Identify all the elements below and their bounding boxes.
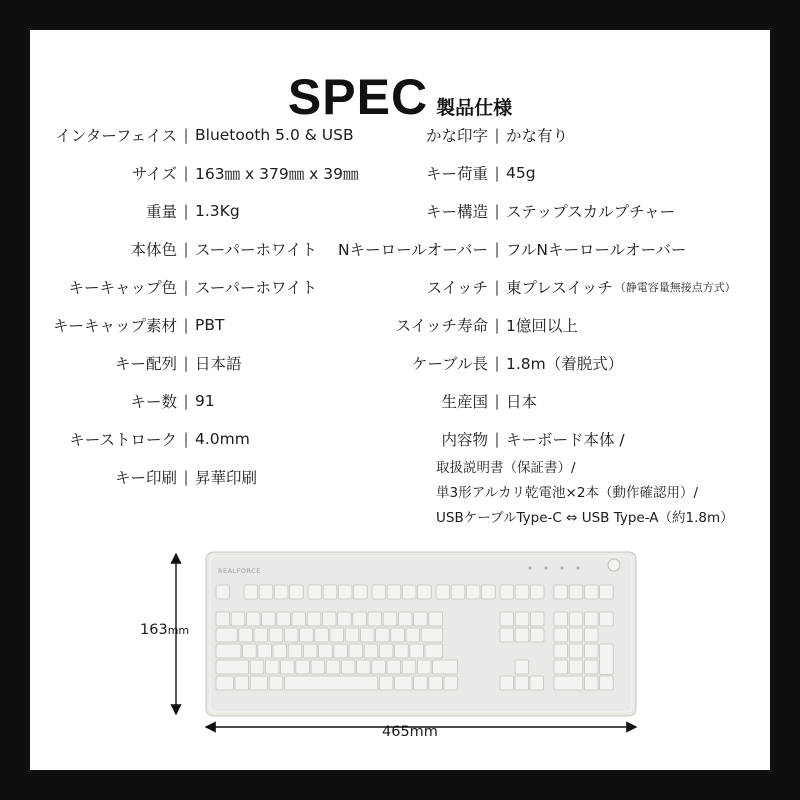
separator: | bbox=[183, 468, 189, 486]
separator: | bbox=[183, 240, 189, 258]
keycap bbox=[290, 585, 304, 599]
keycap bbox=[515, 660, 529, 674]
spec-row-kana bbox=[330, 123, 568, 147]
spec-row-contents bbox=[330, 427, 625, 451]
keycap bbox=[338, 585, 352, 599]
spec-value: 1億回以上 bbox=[506, 317, 578, 335]
spec-row-country bbox=[330, 389, 537, 413]
spec-value: 4.0mm bbox=[195, 430, 250, 448]
keycap bbox=[387, 585, 401, 599]
keycap bbox=[530, 612, 544, 626]
keycap bbox=[300, 628, 314, 642]
spec-label: スイッチ bbox=[426, 279, 488, 297]
separator: | bbox=[183, 278, 189, 296]
keycap bbox=[584, 612, 598, 626]
keycap bbox=[410, 644, 424, 658]
keycap bbox=[353, 612, 367, 626]
keycap bbox=[274, 585, 288, 599]
keycap bbox=[600, 585, 614, 599]
keycap bbox=[296, 660, 310, 674]
keycap bbox=[584, 660, 598, 674]
keycap bbox=[326, 660, 340, 674]
separator: | bbox=[494, 164, 500, 182]
keycap bbox=[554, 676, 583, 690]
keycap bbox=[379, 644, 393, 658]
keycap bbox=[322, 612, 336, 626]
keycap bbox=[277, 612, 291, 626]
keycap bbox=[284, 676, 377, 690]
keycap bbox=[466, 585, 480, 599]
keycap bbox=[584, 628, 598, 642]
keycap bbox=[216, 612, 230, 626]
spec-row-key-count bbox=[30, 389, 215, 413]
spec-label: 本体色 bbox=[130, 241, 177, 259]
contents-line: 取扱説明書（保証書）/ bbox=[436, 460, 576, 476]
spec-value: キーボード本体 / bbox=[506, 431, 625, 449]
keycap bbox=[357, 660, 371, 674]
keycap bbox=[259, 585, 273, 599]
spec-row-switch bbox=[330, 275, 736, 299]
keycap bbox=[395, 644, 409, 658]
contents-line: 単3形アルカリ乾電池×2本（動作確認用）/ bbox=[436, 485, 698, 501]
keycap bbox=[600, 644, 614, 674]
spec-label: 重量 bbox=[145, 203, 177, 221]
spec-value: 日本 bbox=[506, 393, 538, 411]
keycap bbox=[444, 676, 458, 690]
keycap bbox=[515, 585, 529, 599]
keycap bbox=[235, 676, 249, 690]
keycap bbox=[379, 676, 393, 690]
keycap bbox=[303, 644, 317, 658]
keyboard-illustration bbox=[30, 540, 770, 760]
keycap bbox=[216, 660, 249, 674]
spec-value: 91 bbox=[195, 392, 215, 410]
spec-row-body-color bbox=[30, 237, 317, 261]
separator: | bbox=[494, 316, 500, 334]
spec-value: 昇華印刷 bbox=[195, 469, 258, 487]
spec-label: ケーブル長 bbox=[411, 355, 488, 373]
keycap bbox=[345, 628, 359, 642]
spec-label: キーキャップ素材 bbox=[52, 317, 177, 335]
keycap bbox=[429, 676, 443, 690]
keycap bbox=[231, 612, 245, 626]
spec-value: フルNキーロールオーバー bbox=[506, 241, 687, 259]
separator: | bbox=[183, 430, 189, 448]
keycap bbox=[364, 644, 378, 658]
keycap bbox=[500, 676, 514, 690]
spec-row-rollover bbox=[330, 237, 686, 261]
keycap bbox=[284, 628, 298, 642]
keycap bbox=[500, 585, 514, 599]
keycap bbox=[554, 585, 568, 599]
spec-label: サイズ bbox=[131, 165, 177, 183]
separator: | bbox=[183, 164, 189, 182]
keycap bbox=[500, 612, 514, 626]
keycap bbox=[417, 660, 431, 674]
keycap bbox=[372, 660, 386, 674]
spec-row-keystroke bbox=[30, 427, 250, 451]
spec-label: スイッチ寿命 bbox=[395, 317, 488, 335]
keycap bbox=[354, 585, 368, 599]
keycap bbox=[341, 660, 355, 674]
separator: | bbox=[494, 278, 500, 296]
keycap bbox=[265, 660, 279, 674]
keycap bbox=[376, 628, 390, 642]
keycap bbox=[391, 628, 405, 642]
keycap bbox=[554, 660, 568, 674]
keycap bbox=[569, 585, 583, 599]
keycap bbox=[216, 676, 233, 690]
keycap bbox=[288, 644, 302, 658]
keycap bbox=[515, 612, 529, 626]
separator: | bbox=[183, 392, 189, 410]
keycap bbox=[421, 628, 442, 642]
keycap bbox=[269, 628, 283, 642]
keycap bbox=[414, 612, 428, 626]
keycap bbox=[554, 612, 568, 626]
keycap bbox=[315, 628, 329, 642]
height-unit: mm bbox=[167, 624, 190, 637]
keycap bbox=[338, 612, 352, 626]
spec-label: キー配列 bbox=[114, 355, 177, 373]
separator: | bbox=[183, 126, 189, 144]
keycap bbox=[433, 660, 458, 674]
keycap bbox=[258, 644, 272, 658]
keycap bbox=[600, 612, 614, 626]
title-row bbox=[30, 68, 770, 126]
separator: | bbox=[183, 354, 189, 372]
spec-value: かな有り bbox=[506, 127, 569, 145]
keycap bbox=[530, 676, 544, 690]
keycap bbox=[554, 628, 568, 642]
brand-logo: REALFORCE bbox=[218, 567, 261, 575]
keycap bbox=[307, 612, 321, 626]
keycap bbox=[383, 612, 397, 626]
keycap bbox=[451, 585, 465, 599]
keycap bbox=[250, 676, 267, 690]
keycap bbox=[429, 612, 443, 626]
spec-row-weight bbox=[30, 199, 240, 223]
keycap bbox=[349, 644, 363, 658]
keycap bbox=[292, 612, 306, 626]
keycap bbox=[406, 628, 420, 642]
spec-row-printing bbox=[30, 465, 257, 489]
spec-value: PBT bbox=[195, 316, 225, 334]
keycap bbox=[436, 585, 450, 599]
keycap bbox=[216, 585, 230, 599]
spec-row-layout bbox=[30, 351, 242, 375]
keycap bbox=[482, 585, 496, 599]
power-button bbox=[608, 559, 620, 571]
keycap bbox=[402, 585, 416, 599]
spec-label: かな印字 bbox=[425, 127, 488, 145]
keycap bbox=[515, 628, 529, 642]
keycap bbox=[530, 628, 544, 642]
spec-panel bbox=[30, 30, 770, 770]
keycap bbox=[584, 644, 598, 658]
spec-value: スーパーホワイト bbox=[195, 241, 317, 259]
spec-row-interface bbox=[30, 123, 354, 147]
width-dimension-label: 465mm bbox=[382, 724, 438, 740]
keycap bbox=[244, 585, 258, 599]
spec-value: 日本語 bbox=[195, 355, 242, 373]
spec-label: キーキャップ色 bbox=[68, 279, 177, 297]
contents-line: USBケーブルType-C ⇔ USB Type-A（約1.8m） bbox=[436, 510, 734, 526]
keycap bbox=[330, 628, 344, 642]
height-value: 163 bbox=[140, 622, 168, 638]
separator: | bbox=[494, 126, 500, 144]
separator: | bbox=[494, 240, 500, 258]
spec-note: （静電容量無接点方式） bbox=[614, 281, 736, 294]
spec-value: スーパーホワイト bbox=[195, 279, 317, 297]
keycap bbox=[530, 585, 544, 599]
page-subtitle: 製品仕様 bbox=[436, 97, 513, 119]
keycap bbox=[569, 644, 583, 658]
keycap bbox=[360, 628, 374, 642]
keycap bbox=[323, 585, 337, 599]
keycap bbox=[216, 628, 237, 642]
keycap bbox=[425, 644, 442, 658]
keycap bbox=[243, 644, 257, 658]
spec-label: Nキーロールオーバー bbox=[337, 241, 488, 259]
spec-label: 内容物 bbox=[441, 431, 488, 449]
separator: | bbox=[183, 316, 189, 334]
separator: | bbox=[183, 202, 189, 220]
spec-row-switch-life bbox=[330, 313, 578, 337]
keycap bbox=[372, 585, 386, 599]
keycap bbox=[262, 612, 276, 626]
spec-label: インターフェイス bbox=[55, 127, 177, 145]
spec-row-size bbox=[30, 161, 358, 185]
spec-row-cable bbox=[330, 351, 623, 375]
separator: | bbox=[494, 392, 500, 410]
spec-row-keycap-material bbox=[30, 313, 224, 337]
spec-label: キー荷重 bbox=[425, 165, 488, 183]
spec-row-key-structure bbox=[330, 199, 675, 223]
keycap bbox=[246, 612, 260, 626]
keycap bbox=[239, 628, 253, 642]
keycap bbox=[500, 628, 514, 642]
keycap bbox=[515, 676, 529, 690]
spec-row-keycap-color bbox=[30, 275, 317, 299]
spec-value: Bluetooth 5.0 & USB bbox=[195, 126, 354, 144]
keycap bbox=[269, 676, 283, 690]
keycap bbox=[584, 676, 598, 690]
keycap bbox=[569, 660, 583, 674]
keycap bbox=[554, 644, 568, 658]
keycap bbox=[250, 660, 264, 674]
spec-label: 生産国 bbox=[441, 393, 488, 411]
keyboard-diagram bbox=[30, 540, 770, 760]
spec-label: キー印刷 bbox=[114, 469, 177, 487]
keycap bbox=[569, 628, 583, 642]
keycap bbox=[311, 660, 325, 674]
page-title: SPEC bbox=[287, 69, 429, 125]
keycap bbox=[387, 660, 401, 674]
keycap bbox=[418, 585, 432, 599]
separator: | bbox=[494, 354, 500, 372]
spec-label: キー構造 bbox=[425, 203, 488, 221]
separator: | bbox=[494, 430, 500, 448]
keycap bbox=[569, 612, 583, 626]
separator: | bbox=[494, 202, 500, 220]
keycap bbox=[273, 644, 287, 658]
spec-label: キーストローク bbox=[69, 431, 177, 449]
spec-value: ステップスカルプチャー bbox=[506, 203, 676, 221]
keycap bbox=[281, 660, 295, 674]
spec-value: 1.3Kg bbox=[195, 202, 240, 220]
keycap bbox=[216, 644, 241, 658]
keycap bbox=[584, 585, 598, 599]
keycap bbox=[414, 676, 428, 690]
keycap bbox=[308, 585, 322, 599]
spec-row-key-load bbox=[330, 161, 536, 185]
keycap bbox=[334, 644, 348, 658]
spec-value: 163㎜ x 379㎜ x 39㎜ bbox=[195, 165, 359, 183]
spec-value: 東プレスイッチ bbox=[506, 279, 613, 297]
keycap bbox=[395, 676, 412, 690]
spec-value: 1.8m（着脱式） bbox=[506, 355, 624, 373]
keycap bbox=[254, 628, 268, 642]
keycap bbox=[600, 676, 614, 690]
keycap bbox=[368, 612, 382, 626]
keycap bbox=[398, 612, 412, 626]
keycap bbox=[402, 660, 416, 674]
spec-value: 45g bbox=[506, 164, 536, 182]
keycap bbox=[319, 644, 333, 658]
spec-label: キー数 bbox=[130, 393, 177, 411]
